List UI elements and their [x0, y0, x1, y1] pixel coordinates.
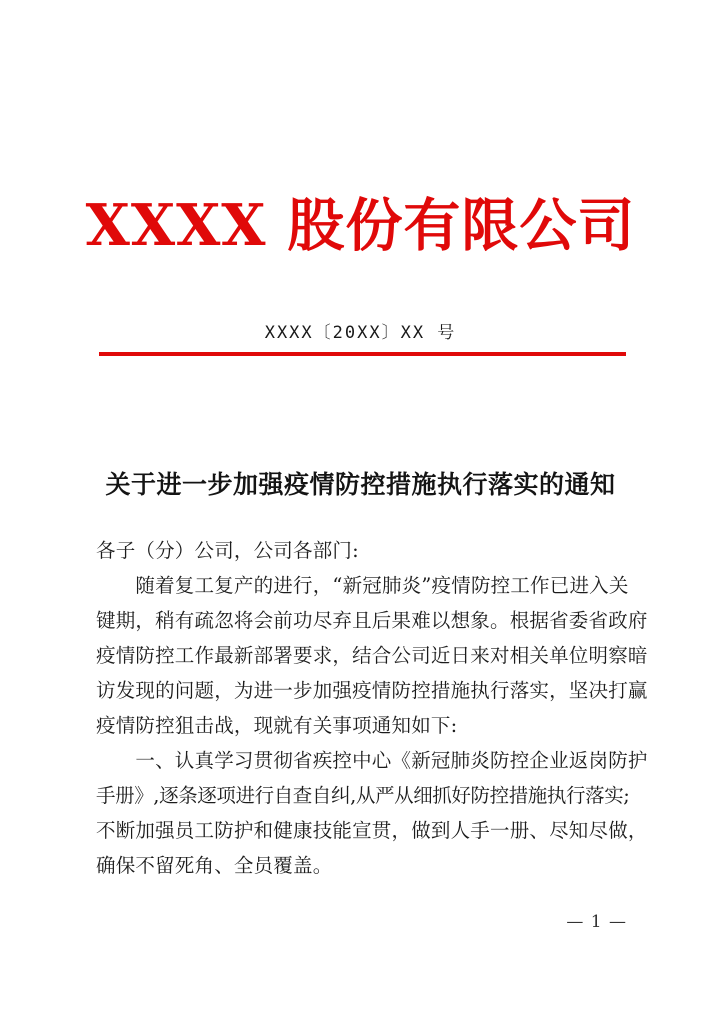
document-serial-number: XXXX〔20XX〕XX 号: [264, 323, 457, 343]
page-number-footer: — 1 —: [566, 912, 627, 932]
letterhead: [0, 192, 721, 259]
red-separator-rule: [99, 352, 626, 356]
document-title: 关于进一步加强疫情防控措施执行落实的通知: [105, 470, 616, 499]
body-line: 手册》,逐条逐项进行自查自纠,从严从细抓好防控措施执行落实;: [96, 784, 630, 807]
body-line: 疫情防控狙击战，现就有关事项通知如下:: [96, 714, 458, 737]
body-line: 键期，稍有疏忽将会前功尽弃且后果难以想象。根据省委省政府: [96, 609, 648, 632]
body-line: 访发现的问题，为进一步加强疫情防控措施执行落实，坚决打赢: [96, 679, 648, 702]
body-line: 不断加强员工防护和健康技能宣贯，做到人手一册、尽知尽做，: [96, 819, 648, 842]
body-line: 疫情防控工作最新部署要求，结合公司近日来对相关单位明察暗: [96, 644, 648, 667]
body-line: 确保不留死角、全员覆盖。: [96, 854, 333, 877]
body-line: 一、认真学习贯彻省疾控中心《新冠肺炎防控企业返岗防护: [96, 749, 648, 772]
document-body: [96, 533, 648, 883]
body-line: 随着复工复产的进行，“新冠肺炎”疫情防控工作已进入关: [96, 574, 629, 597]
company-name-heading: XXXX 股份有限公司: [85, 192, 636, 259]
salutation-line: 各子（分）公司，公司各部门:: [96, 539, 359, 562]
